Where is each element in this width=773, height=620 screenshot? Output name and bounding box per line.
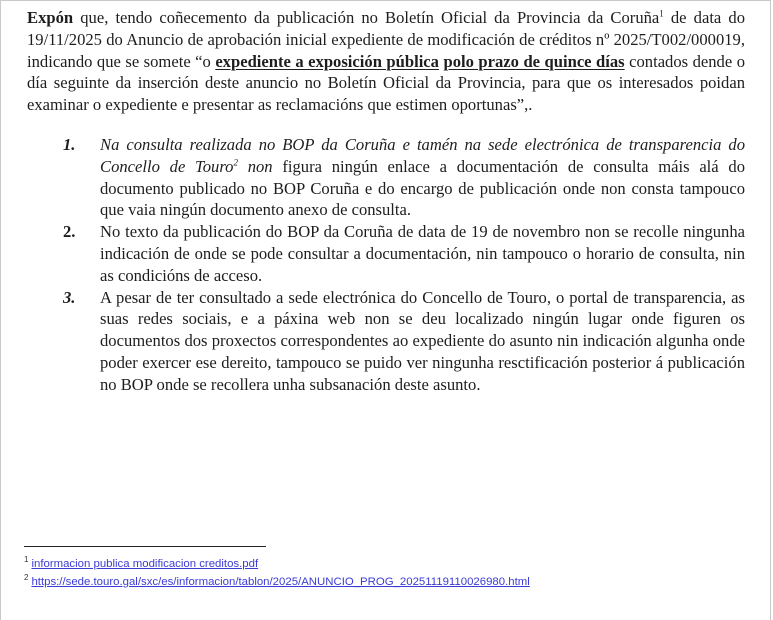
footnote-link-url[interactable]: https://sede.touro.gal/sxc/es/informacion/tablon/2025/ANUNCIO_PROG_20251119110026980.html bbox=[31, 576, 530, 588]
item-text: figura ningún enlace a documentación de consulta máis alá do documento publicado no BOP Coruña e do encargo de publicación onde non consta tampouco que vaia ningún documento anexo de consulta. bbox=[100, 156, 745, 220]
list-item bbox=[27, 287, 745, 396]
document-body bbox=[27, 7, 745, 396]
emphasis-prazo: polo prazo de quince días bbox=[443, 51, 625, 71]
footnotes bbox=[24, 555, 530, 591]
numbered-list bbox=[27, 134, 745, 396]
item-text: No texto da publicación do BOP da Coruña de data de 19 de novembro non se recolle ningunha indicación de onde se pode consultar a documentación, nin tampouco o horario de consulta, nin as condicións de acceso. bbox=[100, 222, 745, 285]
footnote-link-pdf[interactable]: informacion publica modificacion creditos.pdf bbox=[31, 558, 259, 570]
footnote-ref-1[interactable]: 1 bbox=[659, 8, 664, 19]
item-italic-text-2: non bbox=[237, 156, 273, 176]
item-italic-text: Na consulta realizada no BOP da Coruña e tamén na sede electrónica de transparencia do Concello de Touro bbox=[100, 134, 745, 176]
intro-text-3: contados dende o día seguinte da inserción deste anuncio no Boletín Oficial da Provincia, para que os interesados poidan examinar o expediente e presentar as reclamacións que estimen oportunas”,. bbox=[27, 51, 746, 115]
footnote-ref-2[interactable]: 2 bbox=[233, 157, 238, 168]
footnote-number: 2 bbox=[24, 573, 29, 583]
intro-text-1: que, tendo coñecemento da publicación no Boletín Oficial da Provincia da Coruña bbox=[73, 8, 660, 27]
intro-paragraph bbox=[27, 7, 745, 116]
list-marker: 3. bbox=[63, 287, 76, 307]
footnote-number: 1 bbox=[24, 555, 29, 565]
footnote-2 bbox=[24, 573, 530, 591]
list-item bbox=[27, 221, 745, 286]
footnote-separator bbox=[24, 546, 266, 547]
intro-text-2: de data do 19/11/2025 do Anuncio de aprobación inicial expediente de modificación de créditos nº 2025/T002/000019, indicando que se somete “o bbox=[27, 8, 745, 71]
emphasis-exposicion-publica: expediente a exposición pública bbox=[215, 51, 439, 71]
footnote-1 bbox=[24, 555, 530, 573]
list-marker: 1. bbox=[63, 134, 76, 154]
item-text: A pesar de ter consultado a sede electrónica do Concello de Touro, o portal de transparencia, as suas redes sociais, e a páxina web non se deu localizado ningún lugar onde figuren os documentos dos proxectos correspondentes ao expediente do asunto nin indicación algunha onde poder exercer ese dereito, tampouco se puido ver ningunha resctificación posterior á publicación no BOP onde se recollera unha subsanación deste asunto. bbox=[100, 287, 745, 394]
list-marker: 2. bbox=[63, 222, 76, 242]
list-item bbox=[27, 134, 745, 221]
lead-word: Expón bbox=[27, 8, 74, 27]
